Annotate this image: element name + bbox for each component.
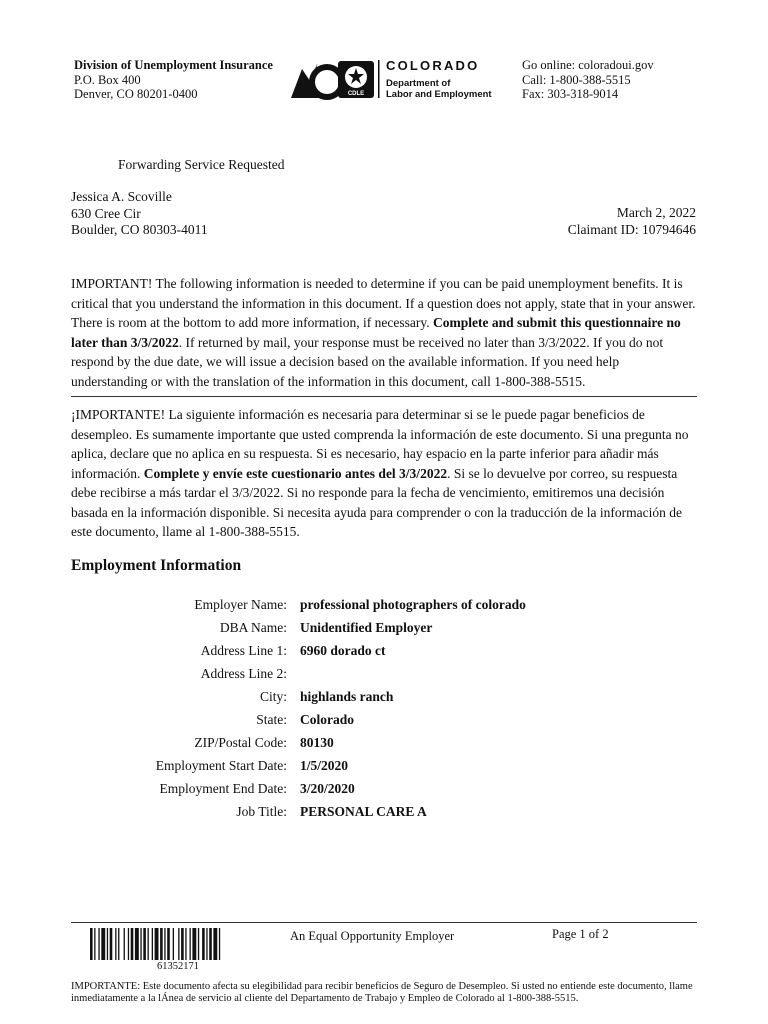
recipient-address <box>71 189 208 239</box>
po-box: P.O. Box 400 <box>74 72 141 87</box>
deadline-english: Complete and submit this questionnaire no later than 3/3/2022 <box>71 315 681 350</box>
logo-badge-text: CDLE <box>347 91 365 97</box>
field-label: Employment Start Date: <box>155 758 287 773</box>
field-value: Unidentified Employer <box>300 620 433 635</box>
recipient-street: 630 Cree Cir <box>71 205 141 221</box>
field-value: Colorado <box>300 712 354 727</box>
contact-info <box>522 58 654 102</box>
field-label: Employer Name: <box>194 597 287 612</box>
field-start-date <box>71 758 697 780</box>
online-url: Go online: coloradoui.gov <box>522 58 654 72</box>
field-label: ZIP/Postal Code: <box>194 735 287 750</box>
letter-date: March 2, 2022 <box>616 205 696 220</box>
field-value: 80130 <box>300 735 334 750</box>
footer-divider <box>71 922 697 923</box>
field-value: 3/20/2020 <box>300 781 355 796</box>
letter-meta <box>568 205 696 238</box>
sender-address <box>74 58 273 102</box>
claimant-id: Claimant ID: 10794646 <box>567 221 696 237</box>
phone-number: Call: 1-800-388-5515 <box>522 72 631 87</box>
field-value: professional photographers of colorado <box>300 597 526 612</box>
field-value: PERSONAL CARE A <box>300 804 427 819</box>
forwarding-note: Forwarding Service Requested <box>118 157 285 172</box>
field-zip <box>71 735 697 757</box>
logo-subtitle-1: Department of <box>386 78 451 89</box>
division-name: Division of Unemployment Insurance <box>74 58 273 72</box>
deadline-spanish: Complete y envíe este cuestionario antes del 3/3/2022 <box>143 465 448 481</box>
employment-heading: Employment Information <box>71 557 242 574</box>
recipient-name: Jessica A. Scoville <box>71 189 172 204</box>
field-label: City: <box>259 689 287 704</box>
footer-spanish-note: IMPORTANTE: Este documento afecta su elegibilidad para recibir beneficios de Seguro de Desempleo. Si usted no entiende este documento, llame inmediatamente a la lÁnea de servicio al cliente del Departamento de Trabajo y Empleo de Colorado al 1-800-388-5515. <box>71 981 693 1004</box>
field-label: State: <box>256 712 287 727</box>
field-job-title <box>71 804 697 826</box>
important-notice-english: IMPORTANT! The following information is needed to determine if you can be paid unemployment benefits. It is critical that you understand the information in this document. If a question does not apply, state that in your answer. There is room at the bottom to add more information, if necessary. Complete and submit this questionnaire no later than 3/3/2022. If returned by mail, your response must be received no later than 3/3/2022. If you do not respond by the due date, we will issue a decision based on the available information. If you need help understanding or with the translation of the information in this document, call 1-800-388-5515. <box>71 276 696 389</box>
field-label: Address Line 2: <box>200 666 287 681</box>
field-address-line-2 <box>71 666 697 688</box>
field-value: 1/5/2020 <box>300 758 349 773</box>
page-number: Page 1 of 2 <box>552 927 609 941</box>
field-end-date <box>71 781 697 803</box>
recipient-city: Boulder, CO 80303-4011 <box>71 222 208 237</box>
equal-opportunity-text: An Equal Opportunity Employer <box>290 929 455 943</box>
field-address-line-1 <box>71 643 697 665</box>
field-employer-name <box>71 597 697 619</box>
field-label: Address Line 1: <box>200 643 287 658</box>
divider <box>71 396 697 397</box>
field-value: highlands ranch <box>300 689 394 704</box>
field-label: Employment End Date: <box>159 781 287 796</box>
field-state <box>71 712 697 734</box>
field-label: DBA Name: <box>219 620 287 635</box>
sender-city: Denver, CO 80201-0400 <box>74 87 198 101</box>
field-value: 6960 dorado ct <box>300 643 386 658</box>
logo-subtitle-2: Labor and Employment <box>386 89 492 100</box>
barcode <box>90 928 264 960</box>
barcode-number: 61352171 <box>157 961 199 972</box>
field-dba-name <box>71 620 697 642</box>
logo-title: COLORADO <box>386 58 480 73</box>
important-notice-spanish: ¡IMPORTANTE! La siguiente información es necesaria para determinar si se le puede pagar beneficios de desempleo. Es sumamente importante que usted comprenda la información de este documento. Si una pregunta no aplica, declare que no aplica en su respuesta. Si es necesario, hay espacio en la parte inferior para añadir más información. Complete y envíe este cuestionario antes del 3/3/2022. Si se lo devuelve por correo, su respuesta debe recibirse a más tardar el 3/3/2022. Si no responde para la fecha de vencimiento, emitiremos una decisión basada en la información disponible. Si necesita ayuda para comprender o con la traducción de la información de este documento, llame al 1-800-388-5515. <box>71 407 689 539</box>
fax-number: Fax: 303-318-9014 <box>522 87 619 101</box>
barcode-icon <box>90 928 264 960</box>
cdle-logo <box>290 58 500 100</box>
field-city <box>71 689 697 711</box>
field-label: Job Title: <box>236 804 287 819</box>
